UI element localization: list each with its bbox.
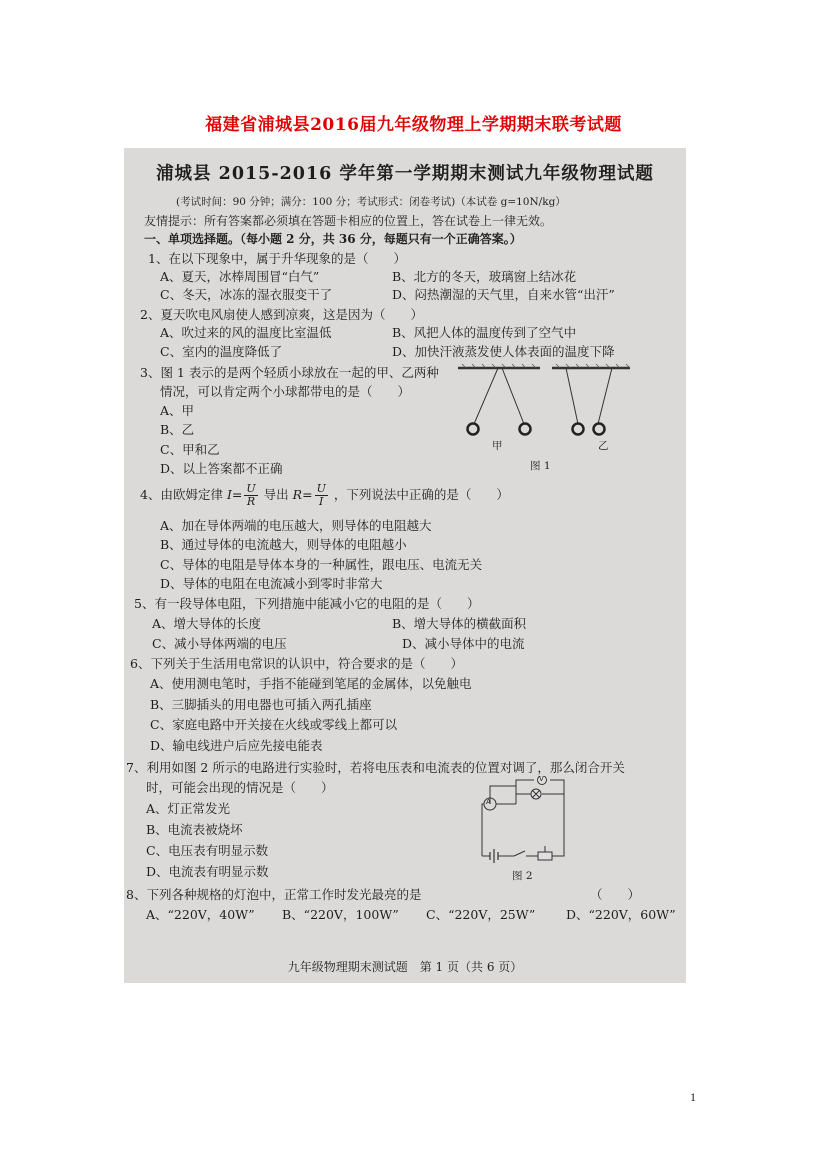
q7-stem-line2: 时，可能会出现的情况是（ ）	[146, 780, 334, 795]
q2-option-a: A、吹过来的风的温度比室温低	[160, 325, 332, 340]
q4-formula-r: R	[292, 487, 303, 502]
q4-fraction-1-denominator: R	[246, 495, 256, 508]
q3-option-a: A、甲	[160, 403, 195, 418]
q6-option-a: A、使用测电笔时，手指不能碰到笔尾的金属体，以免触电	[150, 676, 472, 691]
q3-stem-line1: 3、图 1 表示的是两个轻质小球放在一起的甲、乙两种	[140, 365, 439, 380]
q3-option-b: B、乙	[160, 422, 195, 437]
q4-option-b: B、通过导体的电流越大，则导体的电阻越小	[160, 537, 407, 552]
q5-option-b: B、增大导体的横截面积	[392, 616, 527, 631]
q8-option-b: B、“220V，100W”	[282, 907, 399, 922]
q2-option-d: D、加快汗液蒸发使人体表面的温度下降	[392, 344, 615, 359]
q8-answer-blank: （ ）	[590, 887, 641, 902]
q7-option-a: A、灯正常发光	[146, 801, 231, 816]
q1-stem: 1、在以下现象中，属于升华现象的是（ ）	[148, 251, 406, 266]
q4-formula-fraction-1	[244, 483, 257, 508]
q6-option-d: D、输电线进户后应先接电能表	[150, 738, 323, 753]
figure-1-label-yi: 乙	[598, 440, 609, 452]
friendly-tip: 友情提示：所有答案都必须填在答题卡相应的位置上，答在试卷上一律无效。	[144, 214, 553, 228]
q4-stem-post: ，下列说法中正确的是（ ）	[333, 487, 509, 502]
q2-stem: 2、夏天吹电风扇使人感到凉爽，这是因为（ ）	[140, 307, 423, 322]
q1-option-d: D、闷热潮湿的天气里，自来水管“出汗”	[392, 287, 615, 302]
document-title: 福建省浦城县2016届九年级物理上学期期末联考试题	[205, 115, 622, 135]
q4-option-c: C、导体的电阻是导体本身的一种属性，跟电压、电流无关	[160, 557, 483, 572]
q2-option-c: C、室内的温度降低了	[160, 344, 283, 359]
q7-option-c: C、电压表有明显示数	[146, 843, 269, 858]
q4-stem-pre: 4、由欧姆定律	[140, 487, 223, 502]
q5-option-a: A、增大导体的长度	[152, 616, 262, 631]
figure-1-label-jia: 甲	[492, 440, 503, 452]
q4-formula-i: I	[226, 487, 232, 502]
q4-option-a: A、加在导体两端的电压越大，则导体的电阻越大	[160, 518, 432, 533]
scanned-exam-page	[124, 148, 686, 983]
q5-option-c: C、减小导体两端的电压	[152, 636, 287, 651]
q4-fraction-2-denominator: I	[319, 495, 324, 508]
q3-option-c: C、甲和乙	[160, 442, 220, 457]
voltmeter-label: V	[539, 775, 544, 783]
q4-stem-mid: 导出	[263, 487, 289, 502]
section-heading: 一、单项选择题。（每小题 2 分，共 36 分，每题只有一个正确答案。）	[144, 232, 522, 246]
q4-formula-eq1: =	[231, 487, 243, 502]
q1-option-a: A、夏天，冰棒周围冒“白气”	[160, 269, 320, 284]
q5-option-d: D、减小导体中的电流	[402, 636, 525, 651]
q8-stem: 8、下列各种规格的灯泡中，正常工作时发光最亮的是	[126, 887, 422, 902]
page-number: 1	[690, 1090, 696, 1104]
q7-option-b: B、电流表被烧坏	[146, 822, 243, 837]
q4-formula-fraction-2	[315, 483, 328, 508]
q4-formula-eq2: =	[302, 487, 313, 502]
q8-option-a: A、“220V，40W”	[146, 907, 255, 922]
q3-stem-line2: 情况，可以肯定两个小球都带电的是（ ）	[160, 384, 411, 399]
figure-2-circuit	[476, 776, 576, 866]
q3-option-d: D、以上答案都不正确	[160, 461, 283, 476]
q2-option-b: B、风把人体的温度传到了空气中	[392, 325, 577, 340]
q4-fraction-2-numerator: U	[316, 482, 326, 495]
q6-stem: 6、下列关于生活用电常识的认识中，符合要求的是（ ）	[130, 656, 463, 671]
ammeter-label: A	[486, 798, 491, 806]
q1-option-c: C、冬天，冰冻的湿衣服变干了	[160, 287, 333, 302]
q6-option-c: C、家庭电路中开关接在火线或零线上都可以	[150, 717, 398, 732]
q8-option-d: D、“220V，60W”	[566, 907, 676, 922]
q4-stem	[140, 481, 509, 509]
q4-option-d: D、导体的电阻在电流减小到零时非常大	[160, 576, 383, 591]
q7-stem-line1: 7、利用如图 2 所示的电路进行实验时，若将电压表和电流表的位置对调了，那么闭合开关	[126, 760, 625, 775]
exam-title: 浦城县 2015-2016 学年第一学期期末测试九年级物理试题	[156, 164, 654, 184]
q5-stem: 5、有一段导体电阻，下列措施中能减小它的电阻的是（ ）	[134, 596, 480, 611]
q6-option-b: B、三脚插头的用电器也可插入两孔插座	[150, 697, 372, 712]
exam-info: (考试时间：90 分钟；满分：100 分；考试形式：闭卷考试)（本试卷 g=10N/kg）	[176, 196, 566, 208]
q7-option-d: D、电流表有明显示数	[146, 864, 269, 879]
q4-fraction-1-numerator: U	[246, 482, 256, 495]
figure-2-caption: 图 2	[512, 870, 533, 882]
figure-1-pendulums	[454, 358, 634, 438]
exam-page-footer: 九年级物理期末测试题 第 1 页（共 6 页）	[287, 960, 523, 974]
q1-option-b: B、北方的冬天，玻璃窗上结冰花	[392, 269, 577, 284]
figure-1-caption: 图 1	[530, 460, 551, 472]
q8-option-c: C、“220V，25W”	[426, 907, 536, 922]
